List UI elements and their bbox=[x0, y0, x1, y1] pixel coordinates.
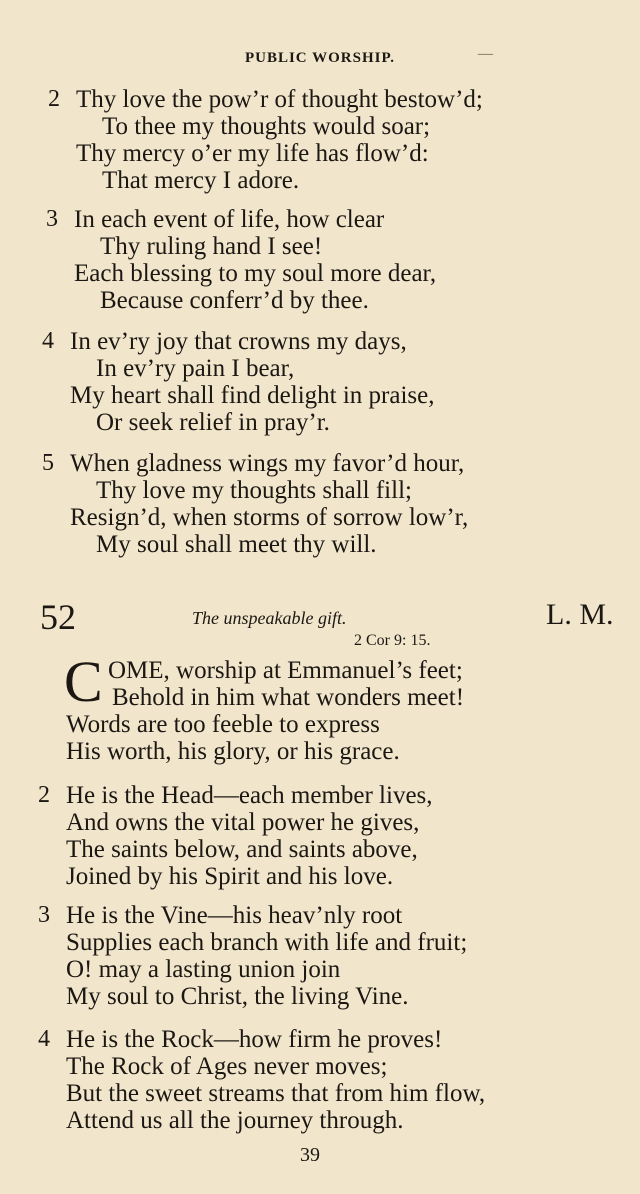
hymn-meter: L. M. bbox=[546, 598, 614, 631]
verse-line: He is the Head—each member lives, bbox=[66, 782, 433, 809]
verse-line: Supplies each branch with life and fruit; bbox=[66, 929, 468, 956]
verse-number: 3 bbox=[38, 902, 50, 928]
verse-line: Thy ruling hand I see! bbox=[100, 233, 323, 260]
verse-line: To thee my thoughts would soar; bbox=[102, 113, 431, 140]
verse-line: Joined by his Spirit and his love. bbox=[66, 863, 394, 890]
verse-line: Attend us all the journey through. bbox=[66, 1107, 404, 1134]
verse-line: Each blessing to my soul more dear, bbox=[74, 260, 437, 287]
verse-line: In each event of life, how clear bbox=[74, 206, 385, 233]
hymn-title: The unspeakable gift. bbox=[192, 608, 347, 628]
verse-number: 3 bbox=[46, 206, 58, 232]
header-mark: — bbox=[478, 46, 494, 62]
verse-line: The Rock of Ages never moves; bbox=[66, 1053, 388, 1080]
verse-line: But the sweet streams that from him flow, bbox=[66, 1080, 486, 1107]
verse-line: O! may a lasting union join bbox=[66, 956, 341, 983]
verse-number: 2 bbox=[38, 782, 50, 808]
verse-line: He is the Rock—how firm he proves! bbox=[66, 1026, 443, 1053]
running-header bbox=[0, 46, 640, 67]
verse-line: In ev’ry joy that crowns my days, bbox=[70, 328, 407, 355]
verse-line: Words are too feeble to express bbox=[66, 711, 380, 738]
drop-cap: C bbox=[64, 649, 103, 714]
verse-number: 4 bbox=[38, 1026, 50, 1052]
verse-line: Thy love my thoughts shall fill; bbox=[96, 477, 412, 504]
verse-number: 5 bbox=[42, 450, 54, 476]
hymn-number: 52 bbox=[40, 597, 76, 637]
verse-line: My soul shall meet thy will. bbox=[96, 531, 377, 558]
verse-line: When gladness wings my favor’d hour, bbox=[70, 450, 465, 477]
verse-number: 2 bbox=[48, 86, 60, 112]
verse-line: His worth, his glory, or his grace. bbox=[66, 738, 400, 765]
scripture-reference: 2 Cor 9: 15. bbox=[354, 632, 431, 649]
verse-line: Thy mercy o’er my life has flow’d: bbox=[76, 140, 429, 167]
verse-line: Resign’d, when storms of sorrow low’r, bbox=[70, 504, 469, 531]
verse-line: My heart shall find delight in praise, bbox=[70, 382, 435, 409]
verse-line: And owns the vital power he gives, bbox=[66, 809, 420, 836]
verse-line: Or seek relief in pray’r. bbox=[96, 409, 330, 436]
verse-number: 4 bbox=[42, 328, 54, 354]
verse-line: He is the Vine—his heav’nly root bbox=[66, 902, 403, 929]
verse-line: My soul to Christ, the living Vine. bbox=[66, 983, 409, 1010]
verse-line: Because conferr’d by thee. bbox=[100, 287, 369, 314]
verse-line: The saints below, and saints above, bbox=[66, 836, 418, 863]
verse-line: Thy love the pow’r of thought bestow’d; bbox=[76, 86, 483, 113]
verse-line: In ev’ry pain I bear, bbox=[96, 355, 295, 382]
page-number: 39 bbox=[300, 1144, 320, 1166]
verse-line: That mercy I adore. bbox=[102, 167, 300, 194]
verse-line: Behold in him what wonders meet! bbox=[112, 684, 465, 711]
running-title: PUBLIC WORSHIP. bbox=[244, 50, 396, 66]
verse-line: OME, worship at Emmanuel’s feet; bbox=[108, 657, 463, 684]
